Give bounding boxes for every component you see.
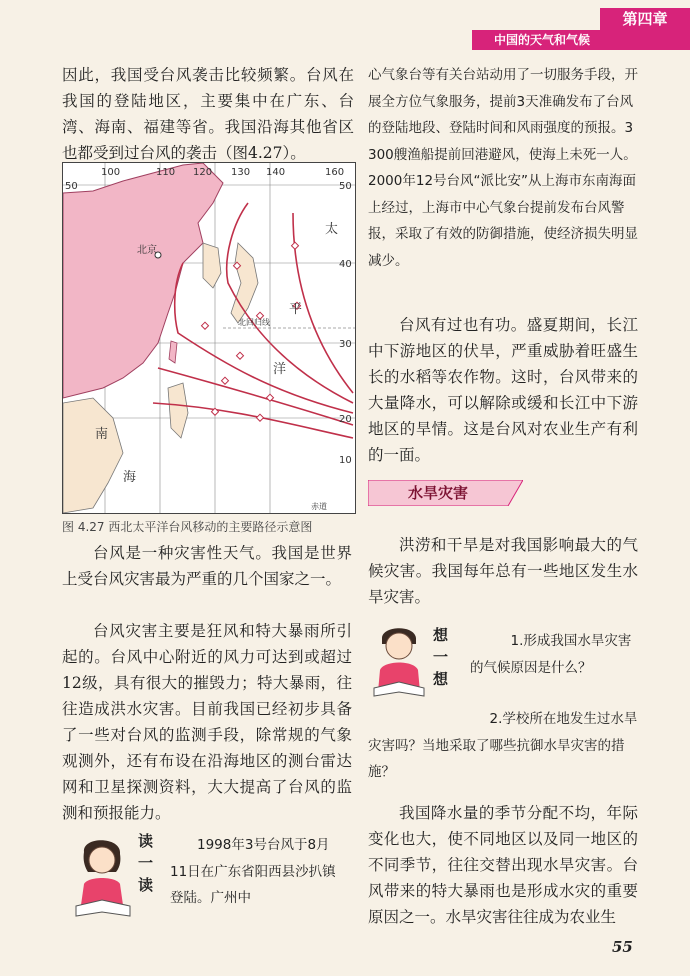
lon-label-100: 100 [101, 167, 121, 178]
typhoon-route-map [62, 162, 356, 514]
read-box-continued: 心气象台等有关台站动用了一切服务手段，开展全方位气象服务，提前3天准确发布了台风的登陆地段、登陆时间和风雨强度的预报。3 300艘渔船提前回港避风，使海上未死一人。2000年12号台风“派比安”从上海市东南海面上经过，上海市中心气象台提前发布台风警报，采取了有效的防御措施，使经济损失明显减少。 [368, 67, 638, 269]
figure-caption: 图 4.27 西北太平洋台风移动的主要路径示意图 [62, 520, 313, 534]
think-label: 想 一 想 [433, 626, 449, 688]
map-svg [63, 163, 355, 513]
section-title-tag [368, 480, 523, 506]
ocean-label-ping: 平 [289, 302, 303, 317]
chapter-subtitle: 中国的天气和气候 [472, 30, 690, 50]
left-paragraph-2: 台风是一种灾害性天气。我国是世界上受台风灾害最为严重的几个国家之一。 [62, 544, 352, 588]
lat-label-30: 30 [339, 339, 352, 350]
china-land [63, 163, 223, 398]
left-paragraph-3: 台风灾害主要是狂风和特大暴雨所引起的。台风中心附近的风力可达到或超过12级，具有很大的摧毁力；特大暴雨，往往造成洪水灾害。目前我国已经初步具备了一些对台风的监测手段，除常规的气象观测外，还有布设在沿海地区的测台雷达网和卫星探测资料，大大提高了台风的监测和预报能力。 [62, 622, 352, 822]
ocean-label-tai: 太 [325, 222, 339, 237]
lat-label-50: 50 [339, 181, 352, 192]
lat-label-left-50: 50 [65, 181, 78, 192]
lon-label-130: 130 [231, 167, 251, 178]
left-paragraph-1: 因此，我国受台风袭击比较频繁。台风在我国的登陆地区，主要集中在广东、台湾、海南、福建等省。我国沿海其他省区也都受到过台风的袭击（图4.27）。 [62, 66, 354, 162]
girl-reading-illustration [72, 832, 134, 922]
read-box-text: 1998年3号台风于8月11日在广东省阳西县沙扒镇登陆。广州中 [170, 837, 336, 906]
right-paragraph-2: 洪涝和干旱是对我国影响最大的气候灾害。我国每年总有一些地区发生水旱灾害。 [368, 536, 638, 606]
lon-label-120: 120 [193, 167, 213, 178]
taiwan-land [169, 341, 177, 363]
philippines-land [168, 383, 188, 438]
question-2: 2.学校所在地发生过水旱灾害吗？当地采取了哪些抗御水旱灾害的措施？ [368, 711, 638, 780]
sea-label-nan: 南 [95, 427, 109, 442]
sea-label-hai: 海 [123, 470, 137, 485]
beijing-label: 北京 [137, 245, 157, 256]
korea-land [203, 243, 221, 288]
section-title: 水旱灾害 [407, 484, 468, 502]
lat-label-40: 40 [339, 259, 352, 270]
page-number: 55 [612, 938, 633, 956]
lon-label-110: 110 [156, 167, 176, 178]
lon-label-140: 140 [266, 167, 286, 178]
right-paragraph-3: 我国降水量的季节分配不均，年际变化也大，使不同地区以及同一地区的不同季节，往往交替出现水旱灾害。台风带来的特大暴雨也是形成水灾的重要原因之一。水旱灾害往往成为农业生 [368, 804, 638, 926]
equator-label: 赤道 [311, 502, 327, 511]
chapter-label: 第四章 [600, 8, 690, 30]
lon-label-160: 160 [325, 167, 345, 178]
right-paragraph-1: 台风有过也有功。盛夏期间，长江中下游地区的伏旱，严重威胁着旺盛生长的水稻等农作物。这时，台风带来的大量降水，可以解除或缓和长江中下游地区的旱情。这是台风对农业生产有利的一面。 [368, 316, 638, 464]
question-1: 1.形成我国水旱灾害的气候原因是什么？ [470, 633, 632, 676]
indochina-land [63, 398, 123, 513]
lat-label-10: 10 [339, 455, 352, 466]
ocean-label-yang: 洋 [273, 362, 287, 377]
lat-label-20: 20 [339, 414, 352, 425]
read-label: 读 一 读 [138, 832, 154, 894]
tropic-label: 北回归线 [238, 318, 270, 327]
boy-thinking-illustration [370, 622, 428, 698]
